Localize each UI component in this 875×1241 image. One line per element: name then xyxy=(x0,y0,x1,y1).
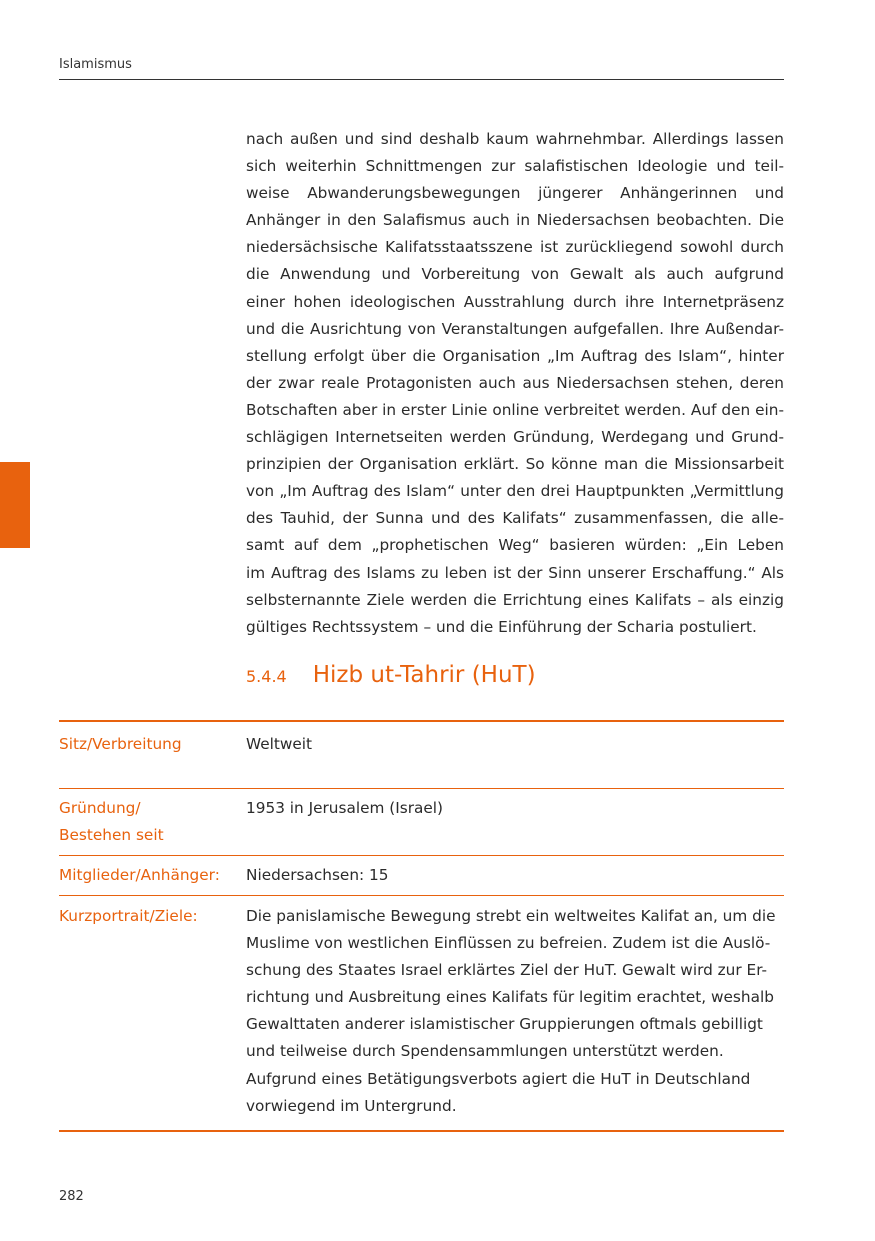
portrait-line: und teilweise durch Spendensammlungen unterstützt werden. xyxy=(246,1042,724,1061)
portrait-line: Muslime von westlichen Einflüssen zu befreien. Zudem ist die Auslö- xyxy=(246,934,771,953)
section-heading xyxy=(246,662,536,688)
members-value: Niedersachsen: 15 xyxy=(246,866,389,884)
body-line: nach außen und sind deshalb kaum wahrnehmbar. Allerdings lassen xyxy=(246,130,784,148)
portrait-line: Die panislamische Bewegung strebt ein weltweites Kalifat an, um die xyxy=(246,907,776,925)
portrait-label: Kurzportrait/Ziele: xyxy=(59,907,198,925)
table-row-seat xyxy=(59,722,784,788)
body-line: einer hohen ideologischen Ausstrahlung durch ihre Internetpräsenz xyxy=(246,292,784,311)
portrait-line: Gewalttaten anderer islamistischer Gruppierungen oftmals gebilligt xyxy=(246,1015,763,1034)
body-line: niedersächsische Kalifatsstaatsszene ist zurückliegend sowohl durch xyxy=(246,238,784,257)
body-paragraph xyxy=(246,126,784,641)
body-line: und die Ausrichtung von Veranstaltungen aufgefallen. Ihre Außendar- xyxy=(246,319,784,338)
table-row-portrait xyxy=(59,896,784,1130)
body-line: von „Im Auftrag des Islam“ unter den drei Hauptpunkten „Vermittlung xyxy=(246,482,784,501)
body-line: des Tauhid, der Sunna und des Kalifats“ zusammenfassen, die alle- xyxy=(246,509,784,528)
founded-value: 1953 in Jerusalem (Israel) xyxy=(246,799,444,817)
seat-value: Weltweit xyxy=(246,735,313,753)
profile-table xyxy=(59,720,784,1132)
body-line: gültiges Rechtssystem – und die Einführung der Scharia postuliert. xyxy=(246,617,757,636)
body-line: weise Abwanderungsbewegungen jüngerer Anhängerinnen und xyxy=(246,184,784,203)
body-line: im Auftrag des Islams zu leben ist der Sinn unserer Erschaffung.“ Als xyxy=(246,563,784,582)
portrait-value xyxy=(246,903,784,1120)
body-line: selbsternannte Ziele werden die Errichtung eines Kalifats – als einzig xyxy=(246,590,784,609)
body-line: prinzipien der Organisation erklärt. So könne man die Missionsarbeit xyxy=(246,455,784,474)
body-line: der zwar reale Protagonisten auch aus Niedersachsen stehen, deren xyxy=(246,373,784,392)
members-label: Mitglieder/Anhänger: xyxy=(59,866,220,884)
portrait-line: schung des Staates Israel erklärtes Ziel der HuT. Gewalt wird zur Er- xyxy=(246,961,768,980)
table-row-members xyxy=(59,856,784,895)
portrait-line: richtung und Ausbreitung eines Kalifats für legitim erachtet, weshalb xyxy=(246,988,774,1007)
founded-label-line-2: Bestehen seit xyxy=(59,826,164,845)
body-line: stellung erfolgt über die Organisation „Im Auftrag des Islam“, hinter xyxy=(246,346,784,365)
body-line: Botschaften aber in erster Linie online verbreitet werden. Auf den ein- xyxy=(246,400,784,419)
body-line: sich weiterhin Schnittmengen zur salafistischen Ideologie und teil- xyxy=(246,157,784,176)
body-line: die Anwendung und Vorbereitung von Gewalt als auch aufgrund xyxy=(246,265,784,284)
founded-label-line-1: Gründung/ xyxy=(59,799,141,817)
page-number: 282 xyxy=(59,1189,84,1204)
body-line: Anhänger in den Salafismus auch in Niedersachsen beobachten. Die xyxy=(246,211,784,230)
body-line: samt auf dem „prophetischen Weg“ basieren würden: „Ein Leben xyxy=(246,536,784,555)
running-head: Islamismus xyxy=(59,57,132,72)
founded-label xyxy=(59,795,239,849)
section-number: 5.4.4 xyxy=(246,667,287,686)
chapter-side-tab xyxy=(0,462,30,548)
table-row-founded xyxy=(59,789,784,855)
seat-label: Sitz/Verbreitung xyxy=(59,735,182,753)
body-line: schlägigen Internetseiten werden Gründung, Werdegang und Grund- xyxy=(246,428,784,447)
portrait-line: Aufgrund eines Betätigungsverbots agiert die HuT in Deutschland xyxy=(246,1069,751,1088)
header-rule xyxy=(59,79,784,80)
section-title: Hizb ut-Tahrir (HuT) xyxy=(312,662,536,688)
portrait-line: vorwiegend im Untergrund. xyxy=(246,1096,457,1115)
table-bottom-rule xyxy=(59,1130,784,1132)
